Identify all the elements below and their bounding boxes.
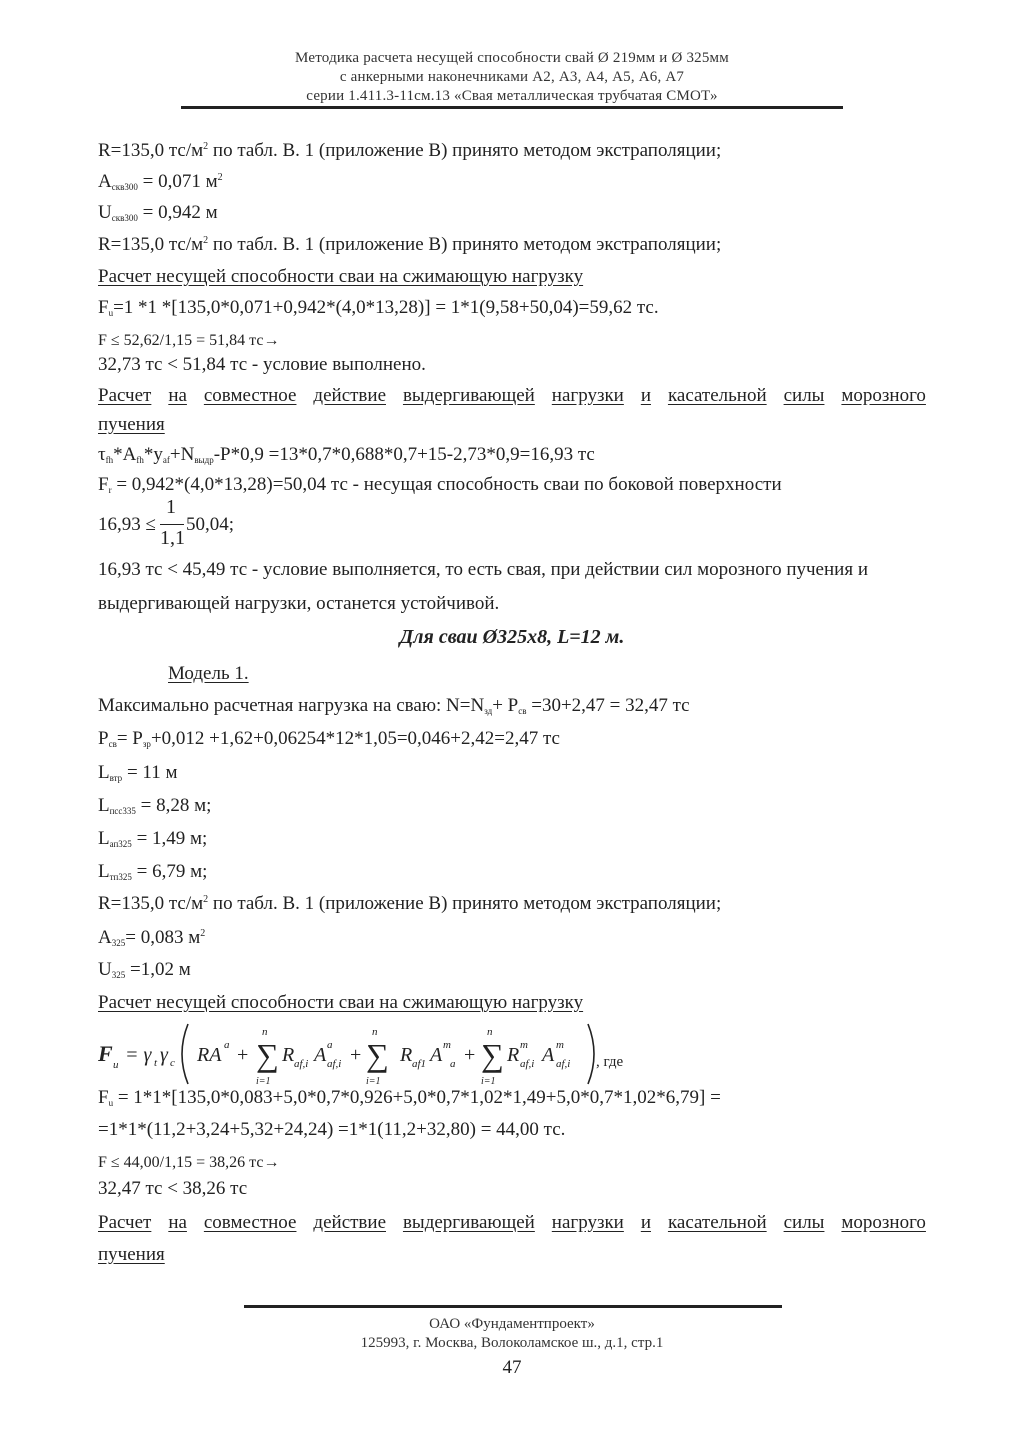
svg-text:, где: , где xyxy=(596,1054,624,1070)
svg-text:n: n xyxy=(262,1026,268,1038)
model-label: Модель 1. xyxy=(168,663,249,684)
svg-text:a: a xyxy=(327,1039,333,1051)
text-line: $U_{скв300} = 0,942$ м xyxy=(98,202,218,223)
section-title: Для сваи Ø325х8, L=12 м. xyxy=(399,626,625,648)
section-heading: Расчет несущей способности сваи на сжимающую нагрузку xyxy=(98,266,584,287)
svg-text:∑: ∑ xyxy=(366,1037,389,1073)
text-line: R=135,0 $тс/м^2$ по табл. В. 1 (приложение В) принято методом экстраполяции; xyxy=(98,893,722,914)
svg-text:m: m xyxy=(520,1039,528,1051)
text-line: $L_{псс335} = 8,28$ м; xyxy=(98,795,212,816)
svg-text:+: + xyxy=(464,1044,476,1066)
section-heading-cont: пучения xyxy=(98,1244,165,1265)
svg-text:af1: af1 xyxy=(412,1058,427,1070)
svg-text:R: R xyxy=(400,1044,413,1066)
text-line: $F_u = 1*1*[135,0*0,083+5,0*0,7*0,926+5,0*0,7*1,02*1,49+5,0*0,7*1,02*6,79]$ = xyxy=(98,1087,721,1108)
section-heading: Расчет на совместное действие выдергивающей нагрузки и касательной силы морозного xyxy=(98,385,926,406)
text-line: =1*1*(11,2+3,24+5,32+24,24) =1*1(11,2+32,80) = 44,00 тс. xyxy=(98,1119,566,1140)
svg-text:∑: ∑ xyxy=(256,1037,279,1073)
svg-text:t: t xyxy=(154,1057,158,1069)
text-line: $A_{скв300} = 0,071$ $м^2$ xyxy=(98,171,223,192)
text-line: $U_{325} =1,02$ м xyxy=(98,959,191,980)
bearing-capacity-formula xyxy=(96,1018,656,1090)
footer-rule xyxy=(244,1305,782,1308)
text-line: $\tau_{fh}*A_{fh}*y_{af}+N_{выдр}-P*0,9 =13*0,7*0,688*0,7+15-2,73*0,9=16,93$ тс xyxy=(98,444,595,465)
svg-text:A: A xyxy=(430,1044,443,1066)
text-line: 16,93 тс < 45,49 тс - условие выполняется, то есть свая, при действии сил морозного пучения и xyxy=(98,559,868,580)
page-number: 47 xyxy=(502,1357,522,1378)
svg-text:RA: RA xyxy=(197,1044,222,1066)
text-line: 32,73 тс < 51,84 тс - условие выполнено. xyxy=(98,354,426,375)
header-title-line2: с анкерными наконечниками А2, А3, А4, А5, А6, А7 xyxy=(339,69,685,85)
svg-text:u: u xyxy=(113,1059,119,1071)
text-line: $L_{втр} = 11$ м xyxy=(98,762,178,783)
text-line: $P_{св}= P_{зр}+0,012 +1,62+0,06254*12*1,05=0,046+2,42=2,47$ тс xyxy=(98,728,560,749)
svg-text:R: R xyxy=(507,1044,520,1066)
svg-text:af,i: af,i xyxy=(520,1058,535,1070)
svg-text:i=1: i=1 xyxy=(481,1076,496,1087)
footer-address: 125993, г. Москва, Волоколамское ш., д.1, стр.1 xyxy=(360,1335,664,1351)
svg-text:∑: ∑ xyxy=(481,1037,504,1073)
text-line: F ≤ 44,00/1,15 = 38,26 тс→ xyxy=(98,1154,280,1171)
text-line: Максимально расчетная нагрузка на сваю: $N=N_{зд}+ P_{св} =30+2,47 = 32,47$ тс xyxy=(98,695,690,716)
text-line: R=135,0 $тс/м^2$ по табл. В. 1 (приложение В) принято методом экстраполяции; xyxy=(98,234,722,255)
footer-company: ОАО «Фундаментпроект» xyxy=(429,1316,595,1332)
svg-text:n: n xyxy=(372,1026,378,1038)
svg-text:i=1: i=1 xyxy=(366,1076,381,1087)
text-line: F ≤ 52,62/1,15 = 51,84 тс→ xyxy=(98,332,280,349)
svg-text:+: + xyxy=(237,1044,249,1066)
svg-text:af,i: af,i xyxy=(294,1058,309,1070)
svg-text:+: + xyxy=(350,1044,362,1066)
text-line: $L_{тп325} = 6,79$ м; xyxy=(98,861,208,882)
svg-text:af,i: af,i xyxy=(327,1058,342,1070)
text-line: $F_u=1$ *1 *[135,0*0,071+0,942*(4,0*13,28)] = 1*1(9,58+50,04)=59,62 тс. xyxy=(98,297,659,318)
svg-text:a: a xyxy=(450,1058,456,1070)
text-line: $A_{325}= 0,083$ $м^2$ xyxy=(98,927,206,948)
section-heading: Расчет несущей способности сваи на сжимающую нагрузку xyxy=(98,992,584,1013)
svg-text:m: m xyxy=(443,1039,451,1051)
section-heading-cont: пучения xyxy=(98,414,165,435)
svg-text:A: A xyxy=(542,1044,555,1066)
text-line: 32,47 тс < 38,26 тс xyxy=(98,1178,248,1199)
svg-text:= γ: = γ xyxy=(125,1044,152,1066)
section-heading: Расчет на совместное действие выдергивающей нагрузки и касательной силы морозного xyxy=(98,1212,926,1233)
svg-text:R: R xyxy=(282,1044,295,1066)
svg-text:a: a xyxy=(224,1039,230,1051)
svg-text:A: A xyxy=(314,1044,327,1066)
document-page: Методика расчета несущей способности свай Ø 219мм и Ø 325мм с анкерными наконечниками А2, А3, А4, А5, А6, А7 серии 1.411.3-11см.13 «Свая металлическая трубчатая СМОТ» R=135,0 $тс/м^2$ по табл. В. 1 (приложение В) принято методом экстраполяции; $A_{скв300} = 0,071$ $м^2$ $U_{скв300} = 0,942$ м R=135,0 $тс/м^2$ по табл. В. 1 (приложение В) принято методом экстраполяции; Расчет несущей способности сваи на сжимающую нагрузку $F_u=1$ *1 *[135,0*0,071+0,942*(4,0*13,28)] = 1*1(9,58+50,04)=59,62 тс. F ≤ 52,62/1,15 = 51,84 тс→ 32,73 тс < 51,84 тс - условие выполнено. Расчет на совместное действие выдергивающей нагрузки и касательной силы морозного пучения $\tau_{fh}*A_{fh}*y_{af}+N_{выдр}-P*0,9 =13*0,7*0,688*0,7+15-2,73*0,9=16,93$ тс $F_r = 0,942*(4,0*13,28)=50,04$ тс - несущая способность сваи по боковой поверхности 16,93 ≤ 1 1,1 50,04; 16,93 тс < 45,49 тс - условие выполняется, то есть свая, при действии сил морозного пучения и выдергивающей нагрузки, останется устойчивой. Для сваи Ø325х8, L=12 м. Модель 1. Максимально расчетная нагрузка на сваю: $N=N_{зд}+ P_{св} =30+2,47 = 32,47$ тс $P_{св}= P_{зр}+0,012 +1,62+0,06254*12*1,05=0,046+2,42=2,47$ тс $L_{втр} = 11$ м $L_{псс335} = 8,28$ м; $L_{ап325} = 1,49$ м; $L_{тп325} = 6,79$ м; R=135,0 $тс/м^2$ по табл. В. 1 (приложение В) принято методом экстраполяции; $A_{325}= 0,083$ $м^2$ $U_{325} =1,02$ м Расчет несущей способности сваи на сжимающую нагрузку F u = γ t γ c RA a + ∑ n i=1 R af,i A a af,i + ∑ n i=1 R af1 A m a + ∑ n i=1 R m af,i A m af,i , где $F_u = 1*1*[135,0*0,083+5,0*0,7*0,926+5,0*0,7*1,02*1,49+5,0*0,7*1,02*6,79]$ = =1*1*(11,2+3,24+5,32+24,24) =1*1(11,2+32,80) = 44,00 тс. F ≤ 44,00/1,15 = 38,26 тс→ 32,47 тс < 38,26 тс Расчет на совместное действие выдергивающей нагрузки и касательной силы морозного пучения ОАО «Фундаментпроект» 125993, г. Москва, Волоколамское ш., д.1, стр.1 47 xyxy=(0,0,1024,1448)
text-line: $F_r = 0,942*(4,0*13,28)=50,04$ тс - несущая способность сваи по боковой поверхности xyxy=(98,474,782,495)
svg-text:γ: γ xyxy=(160,1044,168,1066)
svg-text:af,i: af,i xyxy=(556,1058,571,1070)
text-line: R=135,0 $тс/м^2$ по табл. В. 1 (приложение В) принято методом экстраполяции; xyxy=(98,140,722,161)
header-title-line3: серии 1.411.3-11см.13 «Свая металлическая трубчатая СМОТ» xyxy=(306,88,718,104)
text-line: выдергивающей нагрузки, останется устойчивой. xyxy=(98,593,500,614)
text-line: $L_{ап325} = 1,49$ м; xyxy=(98,828,208,849)
header-rule xyxy=(181,106,843,109)
svg-text:c: c xyxy=(170,1057,175,1069)
svg-text:n: n xyxy=(487,1026,493,1038)
svg-text:m: m xyxy=(556,1039,564,1051)
svg-text:F: F xyxy=(98,1041,113,1066)
svg-text:i=1: i=1 xyxy=(256,1076,271,1087)
header-title-line1: Методика расчета несущей способности свай Ø 219мм и Ø 325мм xyxy=(295,50,729,66)
